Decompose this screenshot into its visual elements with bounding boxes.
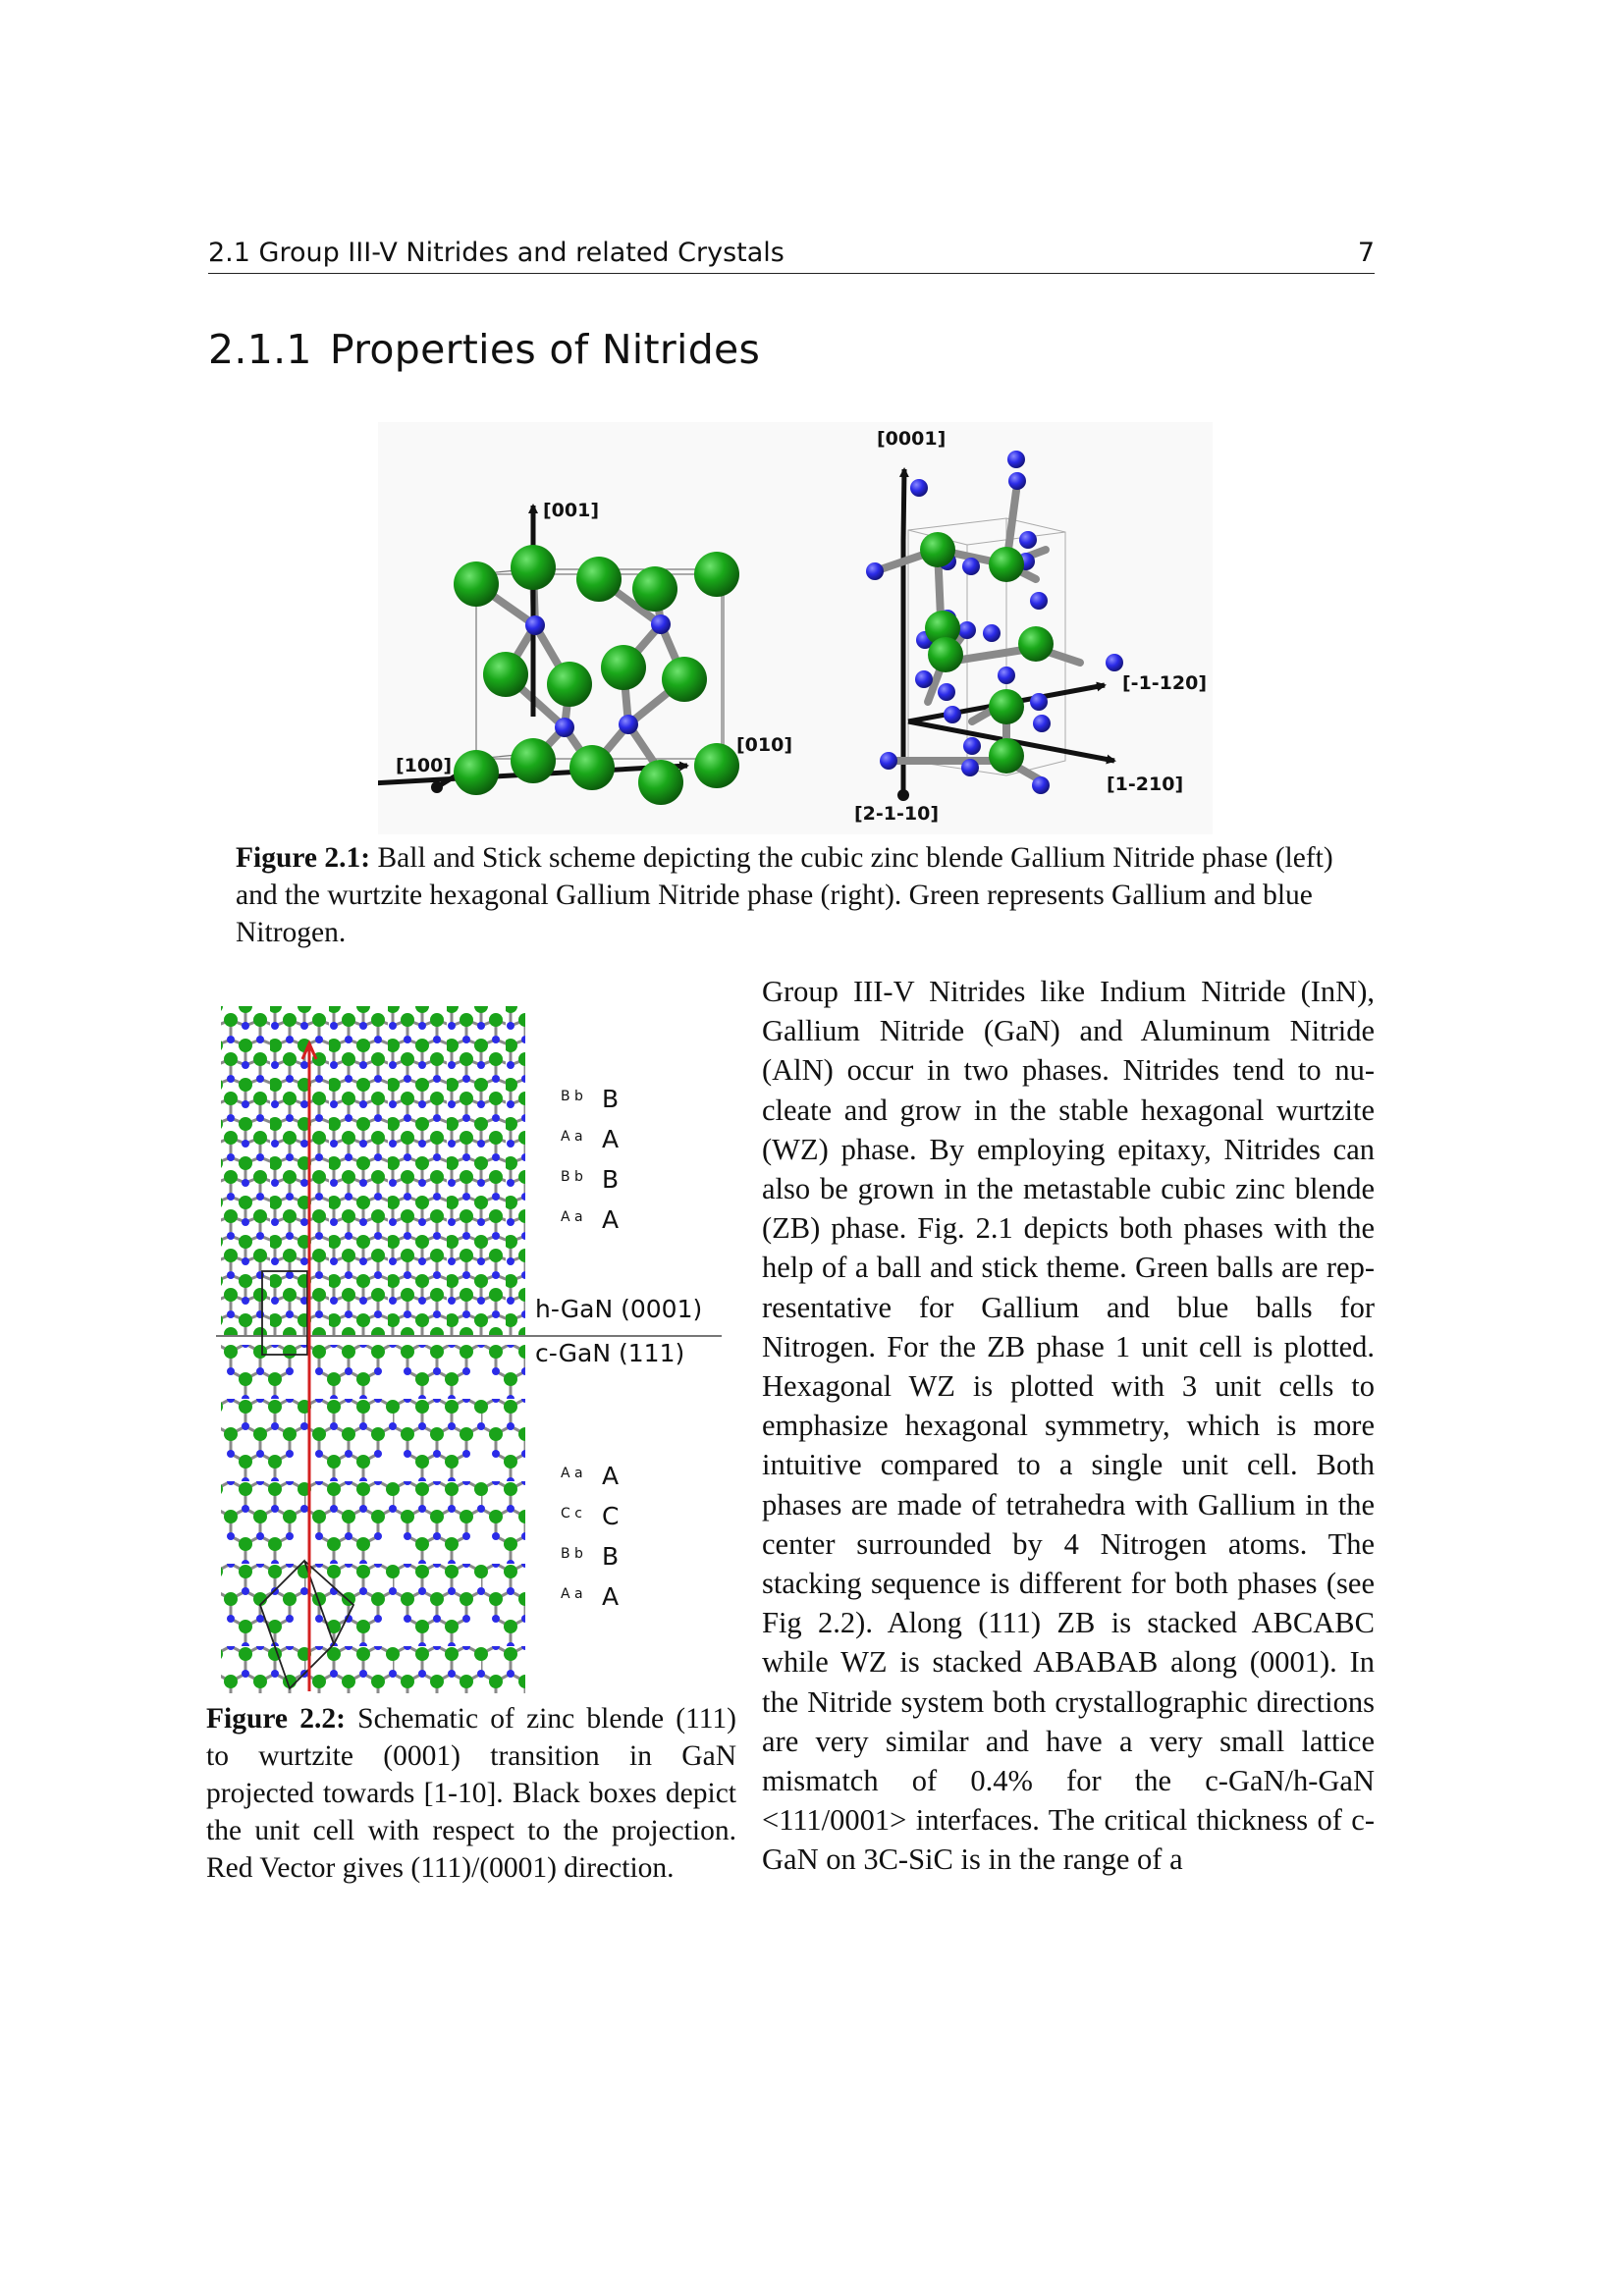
running-header	[208, 236, 1375, 274]
figure-2-2-caption-label: Figure 2.2:	[206, 1703, 346, 1735]
stack-small-7: B b	[561, 1546, 583, 1562]
figure-2-2-caption-text: Schematic of zinc blende (111) to wurtzite (0001) transition in GaN projected towards [1-10]. Black boxes depict the unit cell with respect to the projection. Red Vector gives (111)/(0001) direction.	[206, 1703, 736, 1884]
header-section-title: 2.1 Group III-V Nitrides and related Crystals	[208, 238, 785, 268]
section-number: 2.1.1	[208, 326, 312, 373]
wz-axis-0001: [0001]	[877, 428, 947, 450]
stack-small-6: C c	[561, 1506, 582, 1522]
body-paragraph: Group III-V Nitrides like Indium Nitride (InN), Gallium Nitride (GaN) and Aluminum Nitride (AlN) occur in two phases. Nitrides tend to nucleate and grow in the stable hexagonal wurtzite (WZ) phase. By employing epitaxy, Nitrides can also be grown in the metastable cubic zinc blende (ZB) phase. Fig. 2.1 depicts both phases with the help of a ball and stick theme. Green balls are representative for Gallium and blue balls for Nitrogen. For the ZB phase 1 unit cell is plotted. Hexagonal WZ is plotted with 3 unit cells to emphasize hexagonal symmetry, which is more intuitive compared to a single unit cell. Both phases are made of tetrahedra with Gallium in the center surrounded by 4 Nitrogen atoms. The stacking sequence is different for both phases (see Fig 2.2). Along (111) ZB is stacked ABCABC while WZ is stacked ABABAB along (0001). In the Nitride system both crystallographic directions are very similar and have a very small lattice mismatch of 0.4% for the c-GaN/h-GaN <111/0001> interfaces. The critical thickness of c-GaN on 3C-SiC is in the range of a	[762, 975, 1375, 1877]
stack-small-4: A a	[561, 1209, 583, 1225]
stack-big-7: B	[602, 1542, 620, 1571]
stack-small-5: A a	[561, 1466, 583, 1481]
figure-2-1	[378, 422, 1213, 834]
stack-big-6: C	[602, 1502, 620, 1530]
page-number: 7	[1357, 238, 1375, 268]
wz-axis-1m210: [1-210]	[1107, 774, 1184, 795]
stack-small-1: B b	[561, 1089, 583, 1104]
figure-2-1-caption	[236, 839, 1355, 951]
figure-2-1-background	[378, 422, 1213, 834]
stack-big-1: B	[602, 1085, 620, 1113]
stack-big-2: A	[602, 1125, 620, 1153]
figure-2-2	[211, 987, 727, 1693]
wz-axis-m1m120: [-1-120]	[1122, 672, 1208, 694]
figure-2-1-caption-label: Figure 2.1:	[236, 842, 371, 874]
zb-axis-100: [100]	[396, 755, 453, 776]
stack-big-5: A	[602, 1462, 620, 1490]
zb-axis-001: [001]	[543, 500, 600, 521]
upper-stacking-labels	[561, 1085, 619, 1234]
figure-2-2-caption	[206, 1700, 736, 1887]
section-heading	[208, 326, 760, 373]
zincblende-lattice	[221, 1345, 525, 1693]
section-title-text: Properties of Nitrides	[329, 326, 761, 373]
stack-small-3: B b	[561, 1169, 583, 1185]
stack-small-8: A a	[561, 1586, 583, 1602]
figure-2-2-illustration	[211, 987, 727, 1693]
stack-big-3: B	[602, 1165, 620, 1194]
lower-stacking-labels	[561, 1462, 619, 1611]
label-c-gan: c-GaN (111)	[535, 1339, 685, 1367]
zb-axis-010: [010]	[736, 734, 793, 756]
wz-axis-2m1m10: [2-1-10]	[854, 803, 940, 825]
stack-big-4: A	[602, 1205, 620, 1234]
figure-2-1-caption-text: Ball and Stick scheme depicting the cubic zinc blende Gallium Nitride phase (left) and the wurtzite hexagonal Gallium Nitride phase (right). Green represents Gallium and blue Nitrogen.	[236, 842, 1333, 948]
stack-small-2: A a	[561, 1129, 583, 1145]
wurtzite-lattice	[221, 1006, 525, 1335]
figure-2-1-illustration	[378, 422, 1213, 834]
stack-big-8: A	[602, 1582, 620, 1611]
label-h-gan: h-GaN (0001)	[535, 1295, 703, 1323]
